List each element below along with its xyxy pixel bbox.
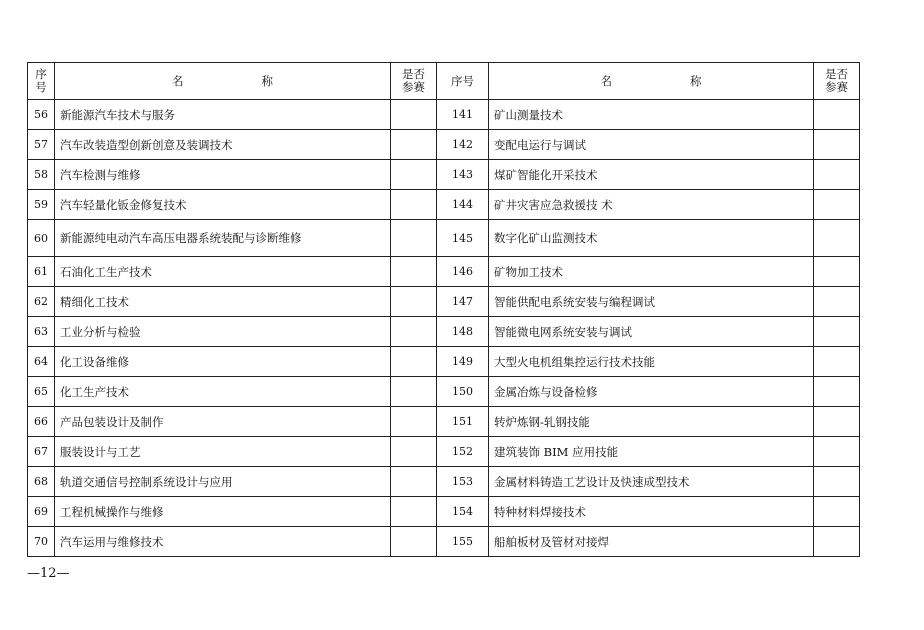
table-row [28,377,860,407]
event-name-right: 转炉炼钢-轧钢技能 [489,407,814,437]
row-number-right: 147 [437,287,489,317]
row-number-right: 146 [437,257,489,287]
join-cell-right[interactable] [814,100,860,130]
row-number-right: 141 [437,100,489,130]
join-cell-left[interactable] [391,220,437,257]
row-number-right: 145 [437,220,489,257]
join-cell-left[interactable] [391,160,437,190]
event-name-right: 船舶板材及管材对接焊 [489,527,814,557]
row-number-right: 150 [437,377,489,407]
event-name-left: 工程机械操作与维修 [55,497,391,527]
table-header-row [28,63,860,100]
row-number-right: 154 [437,497,489,527]
join-cell-right[interactable] [814,220,860,257]
event-name-left: 汽车轻量化钣金修复技术 [55,190,391,220]
event-name-right: 智能微电网系统安装与调试 [489,317,814,347]
join-cell-left[interactable] [391,377,437,407]
event-name-right: 变配电运行与调试 [489,130,814,160]
row-number-left: 62 [28,287,55,317]
join-cell-left[interactable] [391,317,437,347]
competition-table [27,62,860,557]
table-row [28,497,860,527]
row-number-left: 60 [28,220,55,257]
event-name-right: 金属冶炼与设备检修 [489,377,814,407]
table-row [28,100,860,130]
join-cell-right[interactable] [814,160,860,190]
table-row [28,160,860,190]
join-cell-left[interactable] [391,257,437,287]
join-cell-right[interactable] [814,257,860,287]
event-name-left: 新能源汽车技术与服务 [55,100,391,130]
table-row [28,287,860,317]
row-number-right: 149 [437,347,489,377]
row-number-right: 144 [437,190,489,220]
event-name-left: 石油化工生产技术 [55,257,391,287]
header-no-left: 序 号 [28,63,55,100]
table-row [28,347,860,377]
table-row [28,220,860,257]
table-row [28,437,860,467]
event-name-left: 汽车运用与维修技术 [55,527,391,557]
row-number-left: 63 [28,317,55,347]
event-name-left: 工业分析与检验 [55,317,391,347]
row-number-left: 58 [28,160,55,190]
join-cell-right[interactable] [814,467,860,497]
event-name-left: 新能源纯电动汽车高压电器系统装配与诊断维修 [55,220,391,257]
row-number-right: 155 [437,527,489,557]
event-name-left: 精细化工技术 [55,287,391,317]
table-body [28,100,860,557]
row-number-left: 66 [28,407,55,437]
row-number-right: 142 [437,130,489,160]
row-number-left: 67 [28,437,55,467]
header-join-right: 是否 参赛 [814,63,860,100]
header-name-a: 名 [600,73,612,88]
header-no-right: 序号 [437,63,489,100]
event-name-right: 大型火电机组集控运行技术技能 [489,347,814,377]
event-name-left: 化工生产技术 [55,377,391,407]
table-row [28,407,860,437]
event-name-right: 矿山测量技术 [489,100,814,130]
table-row [28,130,860,160]
event-name-right: 矿物加工技术 [489,257,814,287]
join-cell-left[interactable] [391,347,437,377]
row-number-left: 69 [28,497,55,527]
table-row [28,257,860,287]
row-number-left: 56 [28,100,55,130]
join-cell-left[interactable] [391,527,437,557]
join-cell-right[interactable] [814,190,860,220]
join-cell-left[interactable] [391,437,437,467]
header-name-b: 称 [261,73,273,88]
row-number-left: 61 [28,257,55,287]
row-number-left: 70 [28,527,55,557]
join-cell-left[interactable] [391,190,437,220]
join-cell-left[interactable] [391,287,437,317]
table-row [28,467,860,497]
header-name-a: 名 [172,73,184,88]
header-name-b: 称 [690,73,702,88]
join-cell-right[interactable] [814,287,860,317]
join-cell-right[interactable] [814,347,860,377]
event-name-left: 产品包装设计及制作 [55,407,391,437]
event-name-left: 汽车检测与维修 [55,160,391,190]
header-join-left: 是否 参赛 [391,63,437,100]
event-name-left: 汽车改装造型创新创意及装调技术 [55,130,391,160]
row-number-right: 153 [437,467,489,497]
row-number-right: 148 [437,317,489,347]
event-name-left: 轨道交通信号控制系统设计与应用 [55,467,391,497]
page-number: —12— [27,566,70,581]
table-row [28,317,860,347]
table-row [28,190,860,220]
join-cell-left[interactable] [391,407,437,437]
join-cell-right[interactable] [814,497,860,527]
row-number-left: 64 [28,347,55,377]
event-name-right: 金属材料铸造工艺设计及快速成型技术 [489,467,814,497]
event-name-right: 建筑装饰 BIM 应用技能 [489,437,814,467]
event-name-right: 智能供配电系统安装与编程调试 [489,287,814,317]
event-name-right: 数字化矿山监测技术 [489,220,814,257]
join-cell-right[interactable] [814,317,860,347]
row-number-right: 151 [437,407,489,437]
row-number-left: 57 [28,130,55,160]
join-cell-right[interactable] [814,437,860,467]
row-number-right: 143 [437,160,489,190]
event-name-left: 化工设备维修 [55,347,391,377]
row-number-left: 65 [28,377,55,407]
header-name-right [489,63,814,100]
row-number-left: 68 [28,467,55,497]
table-row [28,527,860,557]
header-name-left [55,63,391,100]
join-cell-left[interactable] [391,130,437,160]
join-cell-right[interactable] [814,527,860,557]
join-cell-left[interactable] [391,100,437,130]
join-cell-left[interactable] [391,467,437,497]
join-cell-left[interactable] [391,497,437,527]
join-cell-right[interactable] [814,130,860,160]
row-number-right: 152 [437,437,489,467]
event-name-right: 煤矿智能化开采技术 [489,160,814,190]
event-name-right: 矿井灾害应急救援技 术 [489,190,814,220]
event-name-right: 特种材料焊接技术 [489,497,814,527]
join-cell-right[interactable] [814,407,860,437]
event-name-left: 服装设计与工艺 [55,437,391,467]
join-cell-right[interactable] [814,377,860,407]
row-number-left: 59 [28,190,55,220]
